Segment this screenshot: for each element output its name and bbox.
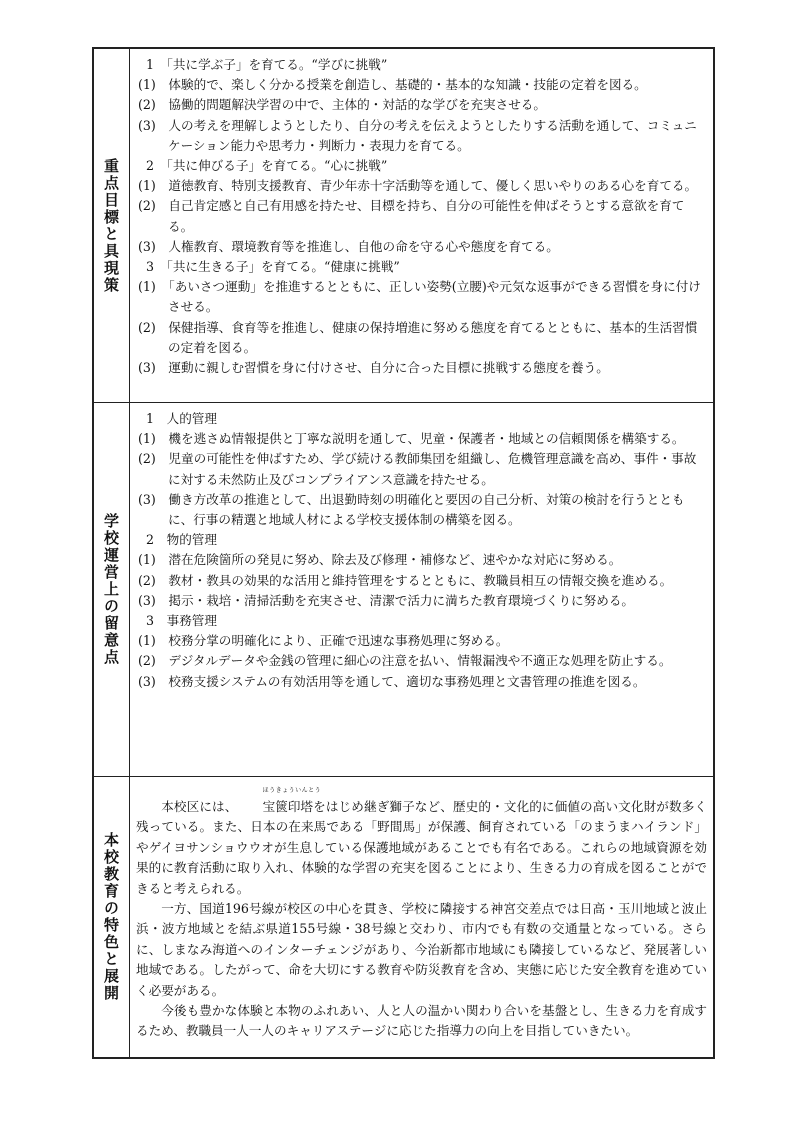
section-label-text: 重点目標と具現策	[102, 157, 120, 294]
management-item: (2) デジタルデータや金銭の管理に細心の注意を払い、情報漏洩や不適正な処理を防止する。	[138, 653, 672, 669]
management-item: (1) 校務分掌の明確化により、正確で迅速な事務処理に努める。	[138, 633, 509, 649]
features-paragraph: 一方、国道196号線が校区の中心を貫き、学校に隣接する神宮交差点では日高・玉川地域と波止浜・波方地域とを結ぶ県道155号線・38号線と交わり、市内でも有数の交通量となっている。さらに、しまなみ海道へのインターチェンジがあり、今治新都市地域にも隣接しているなど、発展著しい地域である。したがって、命を大切にする教育や防災教育を含め、実態に応じた安全教育を進めていく必要がある。	[136, 901, 707, 998]
management-item: (3) 校務支援システムの有効活用等を通して、適切な事務処理と文書管理の推進を図る。	[138, 673, 646, 689]
goal-heading: 2 「共に伸びる子」を育てる。“心に挑戦”	[146, 158, 388, 174]
goal-heading: 1 「共に学ぶ子」を育てる。“学びに挑戦”	[146, 57, 388, 72]
management-heading: 2 物的管理	[146, 532, 217, 548]
goal-item: (3) 運動に親しむ習慣を身に付けさせ、自分に合った目標に挑戦する態度を養う。	[138, 360, 609, 376]
section-label-text: 本校教育の特色と展開	[102, 832, 120, 1002]
goal-item: (2) 保健指導、食育等を推進し、健康の保持増進に努める態度を育てるとともに、基本的生活習慣の定着を図る。	[138, 319, 698, 355]
features-intro-before: 本校区には、	[161, 799, 238, 814]
goal-heading: 3 「共に生きる子」を育てる。“健康に挑戦”	[146, 259, 400, 275]
section-label	[94, 777, 130, 1057]
goal-item: (1) 体験的で、楽しく分かる授業を創造し、基礎的・基本的な知識・技能の定着を図る。	[138, 77, 647, 93]
goal-item: (3) 人権教育、環境教育等を推進し、自他の命を守る心や態度を育てる。	[138, 238, 559, 254]
section-label-text: 学校運営上の留意点	[102, 513, 120, 666]
section-goals	[94, 49, 713, 403]
management-item: (1) 機を逃さぬ情報提供と丁寧な説明を通して、児童・保護者・地域との信頼関係を構築する。	[138, 431, 685, 447]
management-item: (2) 児童の可能性を伸ばすため、学び続ける教師集団を組織し、危機管理意識を高め、事件・事故に対する未然防止及びコンプライアンス意識を持たせる。	[138, 451, 697, 487]
goal-item: (2) 自己肯定感と自己有用感を持たせ、目標を持ち、自分の可能性を伸ばそうとする意欲を育てる。	[138, 198, 685, 234]
ruby-term	[237, 787, 322, 817]
management-item: (3) 働き方改革の推進として、出退勤時刻の明確化と要因の自己分析、対策の検討を行うとともに、行事の精選と地域人材による学校支援体制の構築を図る。	[138, 491, 685, 528]
features-paragraph: 今後も豊かな体験と本物のふれあい、人と人の温かい関わり合いを基盤とし、生きる力を育成するため、教職員一人一人のキャリアステージに応じた指導力の向上を目指していきたい。	[136, 1003, 707, 1039]
section-content	[136, 409, 707, 692]
section-content	[136, 55, 707, 378]
management-item: (3) 掲示・栽培・清掃活動を充実させ、清潔で活力に満ちた教育環境づくりに努める。	[138, 592, 635, 608]
section-content	[136, 787, 708, 1042]
ruby-base: 宝篋印塔	[262, 799, 314, 814]
ruby-reading: ほうきょういんとう	[262, 787, 322, 794]
goal-item: (2) 協働的問題解決学習の中で、主体的・対話的な学びを充実させる。	[138, 97, 546, 113]
section-label	[94, 403, 130, 776]
section-label	[94, 49, 130, 402]
management-heading: 3 事務管理	[146, 613, 217, 629]
section-features	[94, 777, 713, 1057]
document-table	[92, 47, 715, 1059]
features-paragraph	[136, 787, 708, 899]
management-heading: 1 人的管理	[146, 411, 217, 426]
goal-item: (1) 「あいさつ運動」を推進するとともに、正しい姿勢(立腰)や元気な返事ができる習慣を身に付けさせる。	[138, 279, 701, 315]
goal-item: (1) 道徳教育、特別支援教育、青少年赤十字活動等を通して、優しく思いやりのある心を育てる。	[138, 178, 698, 194]
goal-item: (3) 人の考えを理解しようとしたり、自分の考えを伝えようとしたりする活動を通して、コミュニケーション能力や思考力・判断力・表現力を育てる。	[138, 117, 697, 153]
management-item: (1) 潜在危険箇所の発見に努め、除去及び修理・補修など、速やかな対応に努める。	[138, 552, 622, 568]
features-intro-after: をはじめ継ぎ獅子など、歴史的・文化的に価値の高い文化財が数多く残っている。また、日本の在来馬である「野間馬」が保護、飼育されている「のまうまハイランド」やゲイヨサンショウウオが生息している保護地域があることでも有名である。これらの地域資源を効果的に教育活動に取り入れ、体験的な学習の充実を図ることにより、生きる力の育成を図ることができると考えられる。	[136, 799, 708, 896]
management-item: (2) 教材・教具の効果的な活用と維持管理をするとともに、教職員相互の情報交換を進める。	[138, 572, 673, 588]
section-management	[94, 403, 713, 777]
